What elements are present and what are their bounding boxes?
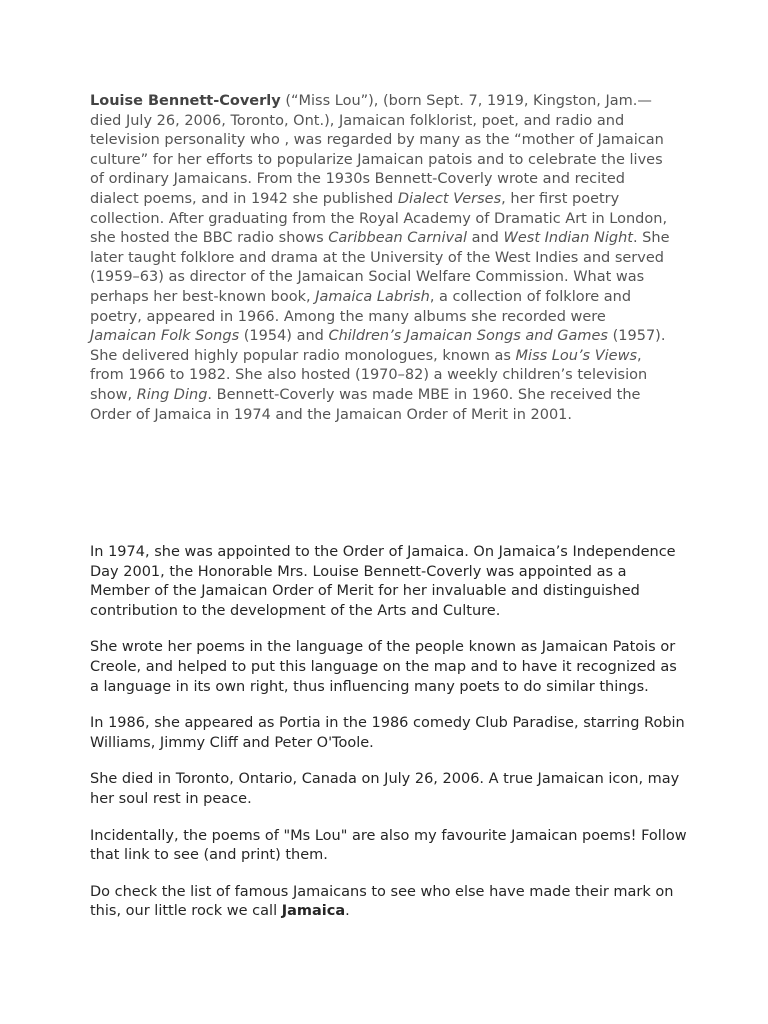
bio-text-7: (1957). She delivered highly popular radio monologues, known as — [90, 328, 666, 364]
bio-text-1: (“Miss Lou”), (born Sept. 7, 1919, Kingston, Jam.—died July 26, 2006, Toronto, Ont.), Jamaican folklorist, poet, and radio and television personality who , was regarded by many as the “mother of Jamaican culture” for her efforts to popularize Jamaican patois and to celebrate the lives of ordinary Jamaicans. From the 1930s Bennett-Coverly wrote and recited dialect poems, and in 1942 she published — [90, 93, 664, 207]
closing-text: Do check the list of famous Jamaicans to see who else have made their mark on this, our little rock we call — [90, 883, 674, 920]
title-miss-lous-views: Miss Lou’s Views — [515, 347, 637, 364]
paragraph-club-paradise: In 1986, she appeared as Portia in the 1986 comedy Club Paradise, starring Robin Williams, Jimmy Cliff and Peter O'Toole. — [90, 715, 685, 751]
paragraph-famous-jamaicans — [90, 883, 690, 922]
paragraph-patois: She wrote her poems in the language of the people known as Jamaican Patois or Creole, and helped to put this language on the map and to have it recognized as a language in its own right, thus influencing many poets to do similar things. — [90, 639, 677, 695]
title-jamaican-folk-songs: Jamaican Folk Songs — [90, 328, 240, 345]
article-body — [90, 543, 690, 939]
title-caribbean-carnival: Caribbean Carnival — [328, 230, 467, 247]
bio-text-6: (1954) and — [239, 328, 329, 345]
biography-paragraph — [90, 92, 676, 425]
title-jamaica-labrish: Jamaica Labrish — [315, 288, 430, 305]
jamaica-bold: Jamaica — [281, 903, 346, 920]
bio-text-3: and — [467, 230, 504, 247]
title-dialect-verses: Dialect Verses — [397, 190, 502, 207]
bio-text-2: , her first poetry collection. After graduating from the Royal Academy of Dramatic Art in London, she hosted the BBC radio shows — [90, 190, 668, 247]
paragraph-poems: Incidentally, the poems of "Ms Lou" are also my favourite Jamaican poems! Follow that link to see (and print) them. — [90, 827, 687, 864]
title-west-indian-night: West Indian Night — [503, 230, 633, 247]
closing-period: . — [345, 903, 350, 920]
subject-name: Louise Bennett-Coverly — [90, 93, 281, 109]
bio-text-4: . She later taught folklore and drama at the University of the West Indies and served (1959–63) as director of the Jamaican Social Welfare Commission. What was perhaps her best-known book, — [90, 230, 670, 305]
paragraph-death: She died in Toronto, Ontario, Canada on July 26, 2006. A true Jamaican icon, may her soul rest in peace. — [90, 771, 680, 807]
bio-text-5: , a collection of folklore and poetry, appeared in 1966. Among the many albums she recorded were — [90, 288, 632, 325]
bio-text-9: . Bennett-Coverly was made MBE in 1960. She received the Order of Jamaica in 1974 and the Jamaican Order of Merit in 2001. — [90, 386, 641, 423]
bio-text-8: , from 1966 to 1982. She also hosted (1970–82) a weekly children’s television show, — [90, 347, 648, 403]
title-ring-ding: Ring Ding — [136, 386, 208, 403]
paragraph-order-of-jamaica: In 1974, she was appointed to the Order of Jamaica. On Jamaica’s Independence Day 2001, the Honorable Mrs. Louise Bennett-Coverly was appointed as a Member of the Jamaican Order of Merit for her invaluable and distinguished contribution to the development of the Arts and Culture. — [90, 544, 676, 619]
title-childrens-songs: Children’s Jamaican Songs and Games — [328, 328, 608, 345]
